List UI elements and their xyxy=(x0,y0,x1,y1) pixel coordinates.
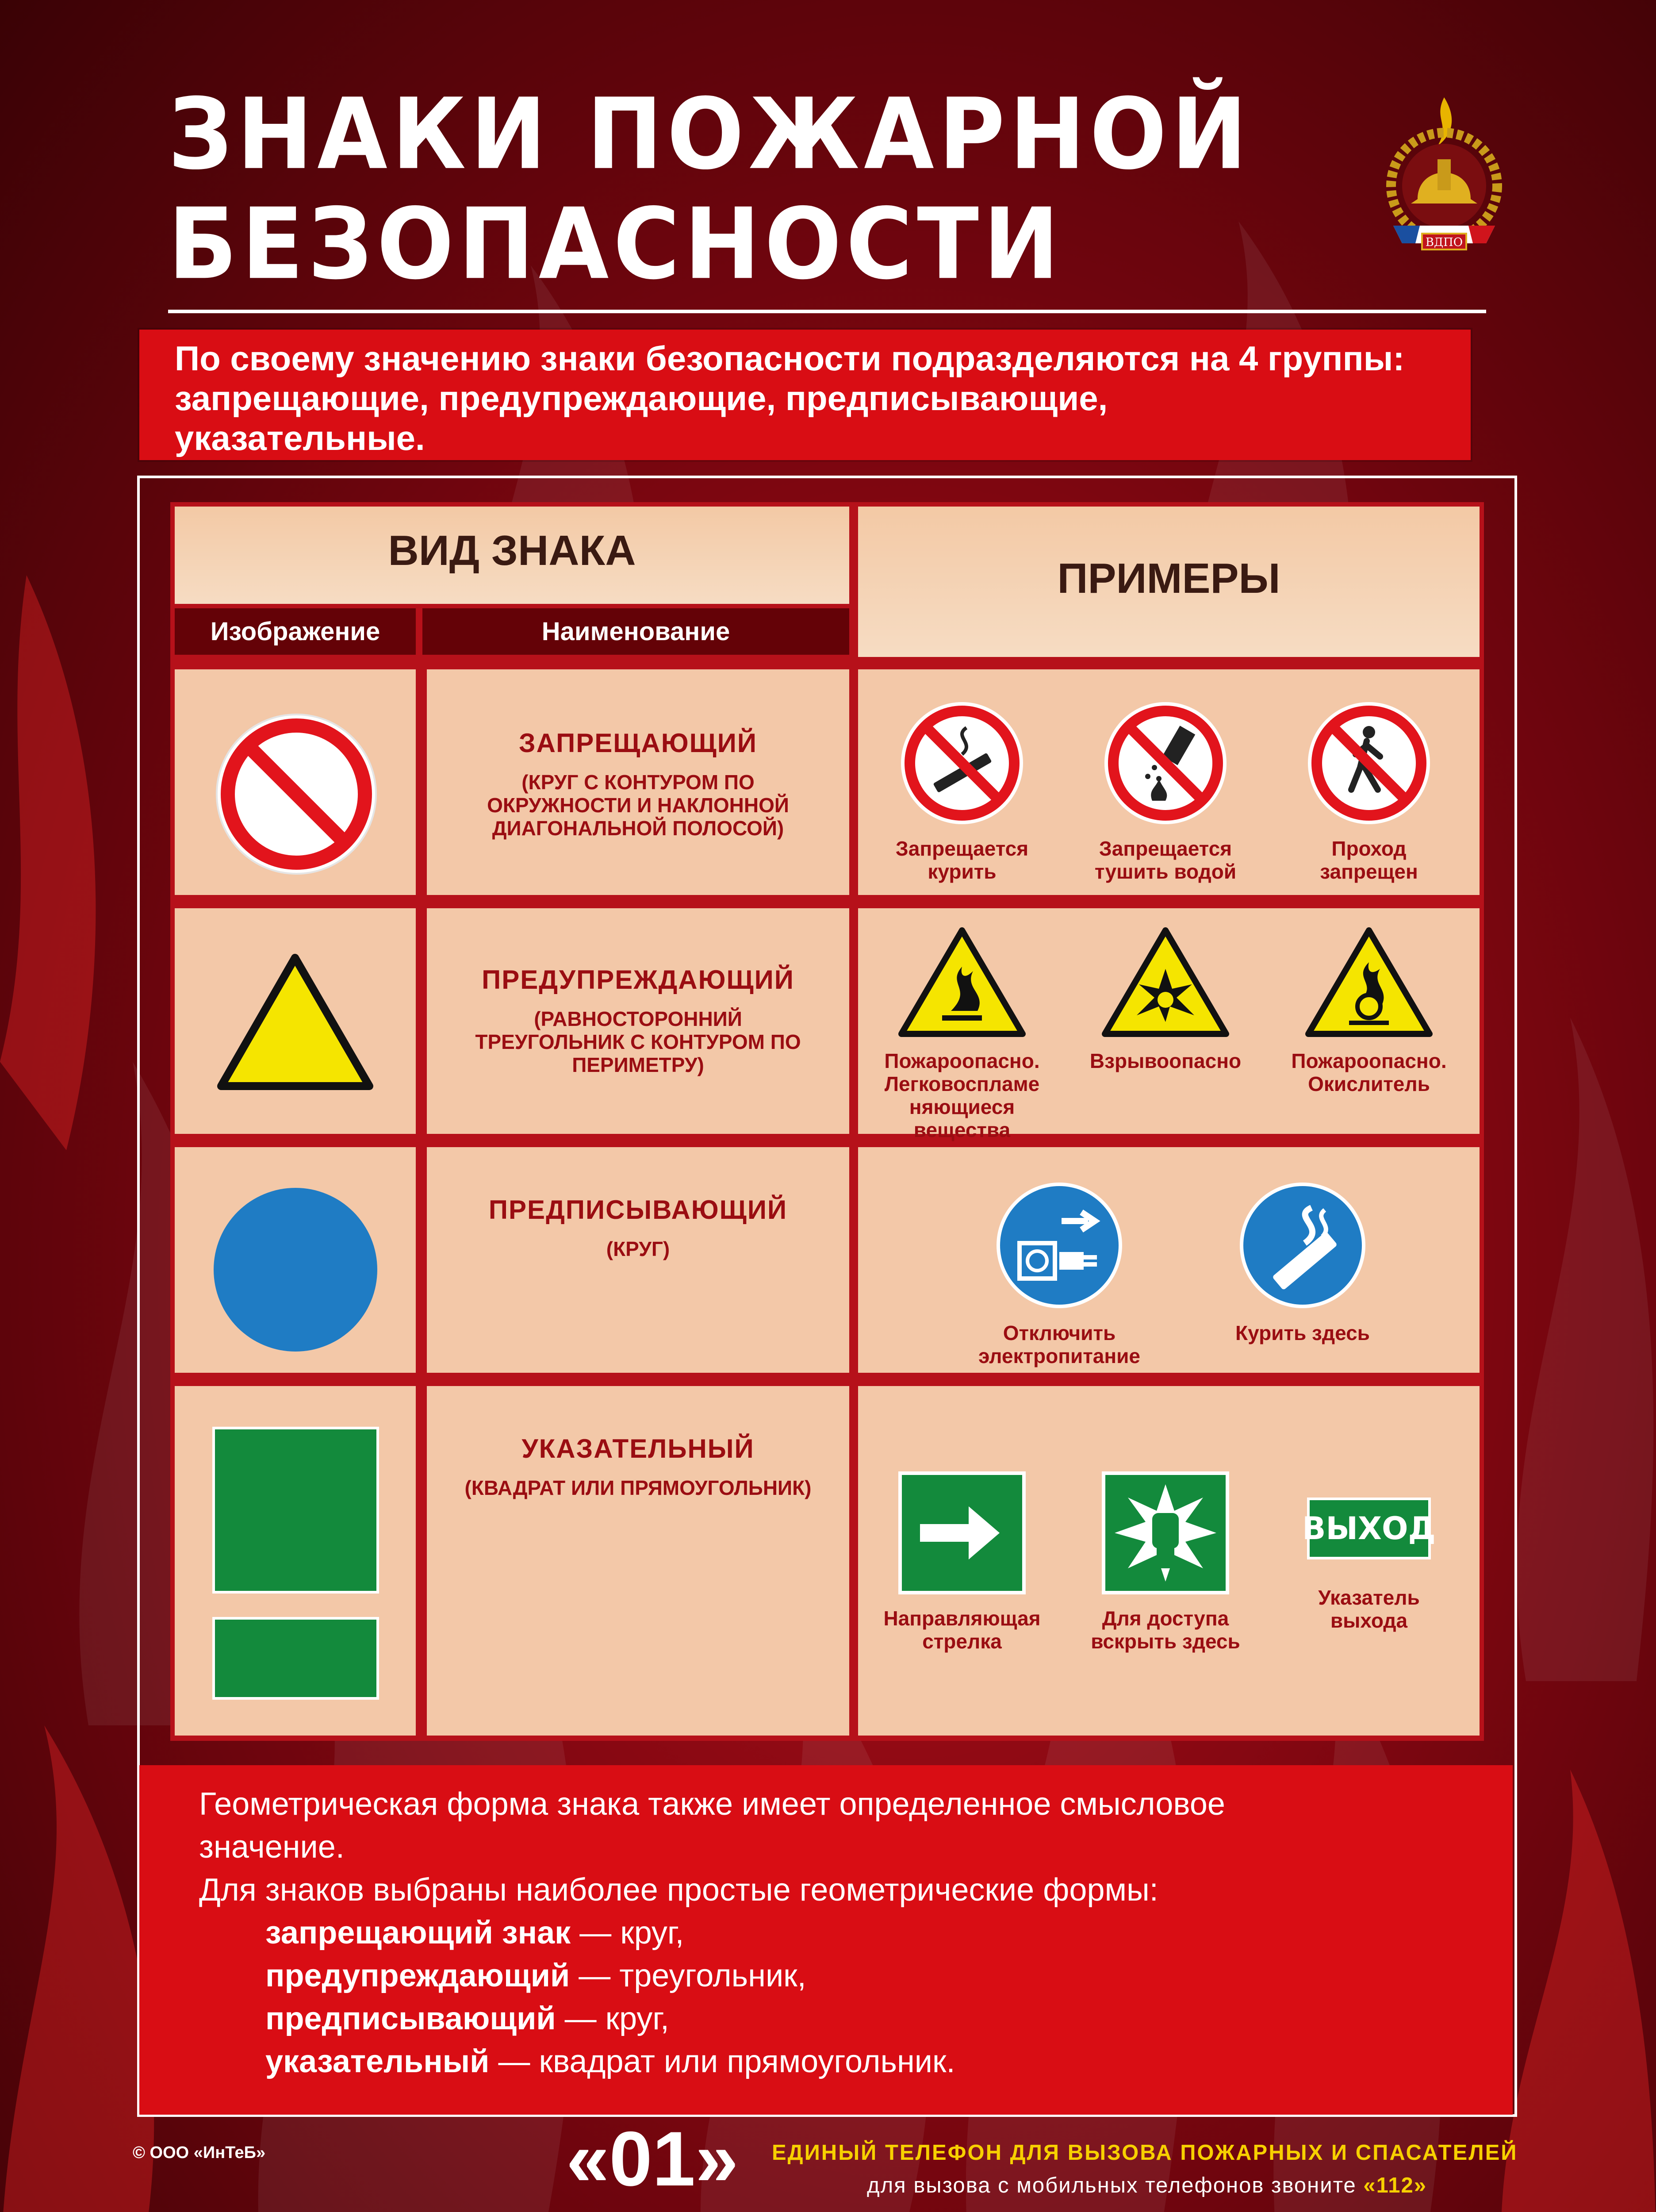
bottom-item: предупреждающий — треугольник, xyxy=(265,1958,806,1993)
row2-kind-desc2: ТРЕУГОЛЬНИК С КОНТУРОМ ПО xyxy=(475,1030,801,1053)
intro-banner xyxy=(139,330,1471,460)
caption-explosive-1: Взрывоопасно xyxy=(1089,1049,1242,1072)
example-oxidizer xyxy=(1285,927,1453,1095)
info-square-shape-icon xyxy=(212,1427,379,1594)
caption-smoking-area-1: Курить здесь xyxy=(1235,1321,1370,1344)
footer-line2 xyxy=(867,2173,1427,2198)
row4-kind xyxy=(427,1433,849,1499)
caption-oxidizer-1: Пожароопасно. xyxy=(1291,1049,1447,1072)
caption-flammable-2: Легковоспламе xyxy=(884,1072,1040,1095)
footer-line1: ЕДИНЫЙ ТЕЛЕФОН ДЛЯ ВЫЗОВА ПОЖАРНЫХ И СПАСАТЕЛЕЙ xyxy=(772,2141,1518,2165)
caption-no-smoking-2: курить xyxy=(928,860,997,883)
example-break-to-access xyxy=(1081,1471,1250,1653)
caption-disconnect-1: Отключить xyxy=(1003,1321,1116,1344)
intro-line3: указательные. xyxy=(175,419,425,457)
no-entry-pedestrian-icon xyxy=(1307,701,1431,825)
row1-kind-desc1: (КРУГ С КОНТУРОМ ПО xyxy=(521,771,755,794)
info-rectangle-shape-icon xyxy=(212,1617,379,1700)
caption-break-1: Для доступа xyxy=(1102,1607,1229,1630)
footer-line2-text: для вызова с мобильных телефонов звоните xyxy=(867,2174,1357,2197)
page-title-line2: БЕЗОПАСНОСТИ xyxy=(168,188,1064,302)
header-examples: ПРИМЕРЫ xyxy=(1057,555,1280,602)
bottom-p1: Геометрическая форма знака также имеет определенное смысловое xyxy=(199,1786,1225,1822)
oxidizer-icon xyxy=(1305,927,1433,1037)
subheader-name: Наименование xyxy=(422,608,849,655)
header-kind: ВИД ЗНАКА xyxy=(388,527,636,574)
signs-table xyxy=(170,502,1484,1741)
disconnect-power-icon xyxy=(995,1181,1123,1310)
row3-kind-desc1: (КРУГ) xyxy=(606,1237,670,1260)
mobile-phone: «112» xyxy=(1363,2174,1427,2197)
intro-line1: По своему значению знаки безопасности подразделяются на 4 группы: xyxy=(175,339,1405,378)
copyright: © ООО «ИнТеБ» xyxy=(133,2143,266,2162)
example-no-entry xyxy=(1285,701,1453,883)
row1-kind xyxy=(427,728,849,840)
emblem-text: ВДПО xyxy=(1425,236,1463,249)
row4-kind-name: УКАЗАТЕЛЬНЫЙ xyxy=(521,1434,755,1463)
page-title xyxy=(168,77,1252,302)
caption-no-water-1: Запрещается xyxy=(1099,837,1232,860)
example-smoking-area xyxy=(1219,1181,1387,1344)
caption-oxidizer-2: Окислитель xyxy=(1308,1072,1430,1095)
exit-sign-icon: ВЫХОД xyxy=(1307,1498,1431,1559)
row1-kind-name: ЗАПРЕЩАЮЩИЙ xyxy=(518,728,758,758)
row3-kind xyxy=(427,1194,849,1260)
row2-kind-desc3: ПЕРИМЕТРУ) xyxy=(572,1053,704,1076)
row1-kind-desc2: ОКРУЖНОСТИ И НАКЛОННОЙ xyxy=(487,794,789,817)
caption-flammable-1: Пожароопасно. xyxy=(884,1049,1040,1072)
example-no-water xyxy=(1081,701,1250,883)
caption-no-smoking-1: Запрещается xyxy=(895,837,1029,860)
no-water-extinguish-icon xyxy=(1104,701,1227,825)
warning-shape-icon xyxy=(217,953,374,1091)
bottom-p2: значение. xyxy=(199,1829,345,1865)
row4-kind-desc1: (КВАДРАТ ИЛИ ПРЯМОУГОЛЬНИК) xyxy=(464,1476,812,1499)
no-smoking-icon xyxy=(900,701,1024,825)
caption-exit-1: Указатель xyxy=(1318,1586,1420,1609)
explosive-icon xyxy=(1101,927,1230,1037)
intro-line2: запрещающие, предупреждающие, предписывающие, xyxy=(175,379,1108,418)
break-to-access-icon xyxy=(1101,1471,1230,1595)
flammable-icon xyxy=(898,927,1026,1037)
example-disconnect-power xyxy=(975,1181,1143,1367)
caption-break-2: вскрыть здесь xyxy=(1091,1630,1240,1653)
mandatory-shape-icon xyxy=(211,1186,380,1354)
title-divider xyxy=(168,310,1486,313)
caption-arrow-2: стрелка xyxy=(922,1630,1002,1653)
caption-flammable-4: вещества xyxy=(913,1118,1011,1141)
bottom-explanation xyxy=(139,1765,1513,2115)
row2-kind-desc1: (РАВНОСТОРОННИЙ xyxy=(534,1007,742,1030)
caption-flammable-3: няющиеся xyxy=(909,1095,1015,1118)
smoking-area-icon xyxy=(1238,1181,1367,1310)
example-direction-arrow xyxy=(878,1471,1046,1653)
example-flammable xyxy=(878,927,1046,1141)
row2-kind xyxy=(427,964,849,1076)
subheader-image: Изображение xyxy=(175,608,416,655)
direction-arrow-icon xyxy=(898,1471,1026,1595)
row3-kind-name: ПРЕДПИСЫВАЮЩИЙ xyxy=(488,1195,788,1225)
bottom-item: запрещающий знак — круг, xyxy=(265,1915,684,1951)
example-explosive xyxy=(1081,927,1250,1072)
caption-no-water-2: тушить водой xyxy=(1094,860,1237,883)
vdpo-emblem-icon xyxy=(1384,93,1504,270)
caption-exit-2: выхода xyxy=(1330,1609,1408,1632)
row2-kind-name: ПРЕДУПРЕЖДАЮЩИЙ xyxy=(482,965,794,995)
row1-kind-desc3: ДИАГОНАЛЬНОЙ ПОЛОСОЙ) xyxy=(492,817,784,840)
bottom-item: указательный — квадрат или прямоугольник. xyxy=(265,2044,955,2079)
caption-arrow-1: Направляющая xyxy=(883,1607,1041,1630)
emergency-phone: «01» xyxy=(566,2116,739,2202)
bottom-p3: Для знаков выбраны наиболее простые геометрические формы: xyxy=(199,1872,1158,1908)
caption-disconnect-2: электропитание xyxy=(978,1344,1141,1367)
caption-no-entry-1: Проход xyxy=(1331,837,1407,860)
example-no-smoking xyxy=(878,701,1046,883)
caption-no-entry-2: запрещен xyxy=(1320,860,1418,883)
page-title-line1: ЗНАКИ ПОЖАРНОЙ xyxy=(168,77,1252,192)
prohibition-shape-icon xyxy=(215,712,378,876)
example-exit-sign xyxy=(1285,1498,1453,1632)
bottom-item: предписывающий — круг, xyxy=(265,2001,669,2036)
